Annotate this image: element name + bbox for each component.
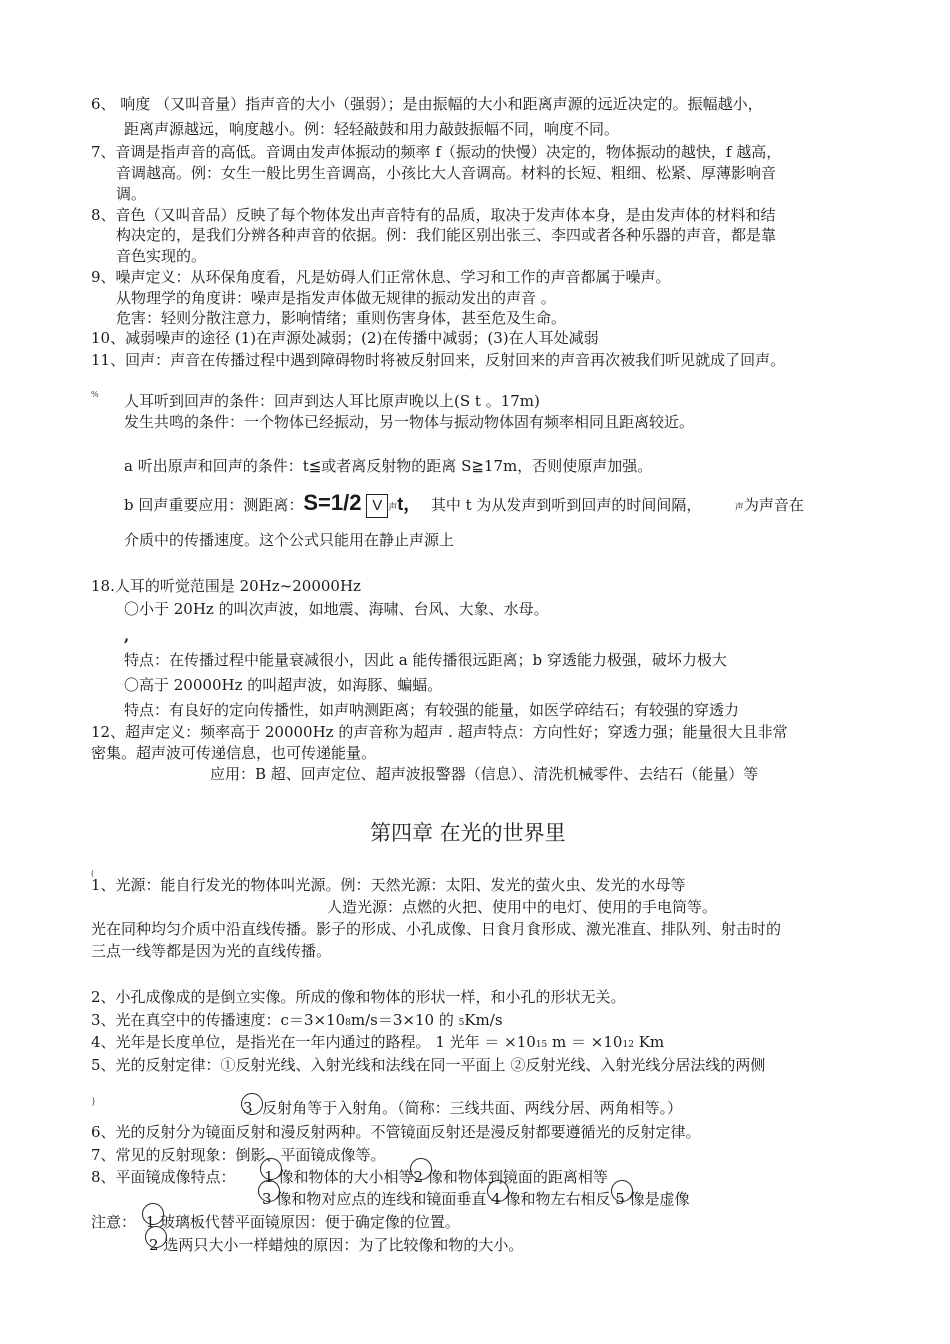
item-8-line-2: 构决定的，是我们分辨各种声音的依据。例：我们能区别出张三、李四或者各种乐器的声音，都是靠 (116, 226, 777, 244)
echo-b-rest: 其中 t 为从发声到听到回声的时间间隔， (430, 496, 702, 514)
circle-mark (258, 1180, 280, 1202)
item-7-line-1: 7、音调是指声音的高低。音调由发声体振动的频率 f（振动的快慢）决定的，物体振动的越快，f 越高， (91, 143, 782, 161)
formula-t: t， (397, 494, 422, 514)
infrasound-features: 特点：在传播过程中能量衰减很小，因此 a 能传播很远距离；b 穿透能力极强，破坏力极大 (124, 651, 727, 669)
infrasound-line: 〇小于 20Hz 的叫次声波，如地震、海啸、台风、大象、水母。 (124, 600, 549, 618)
exponent-12: 12 (622, 1040, 634, 1050)
note-line-2 (149, 1236, 523, 1254)
exponent-8: 8 (345, 1018, 351, 1028)
item-9-line-3: 危害：轻则分散注意力，影响情绪；重则伤害身体，甚至危及生命。 (116, 309, 567, 327)
item-8-line-3: 音色实现的。 (116, 247, 207, 265)
circled-number-4 (491, 1190, 501, 1208)
circle-mark (145, 1226, 167, 1248)
number-3: 3 (243, 1099, 253, 1117)
note-circled-2 (149, 1236, 159, 1254)
ultrasound-features: 特点：有良好的定向传播性，如声呐测距离；有较强的能量，如医学碎结石；有较强的穿透力 (124, 701, 740, 719)
light-1-line-2: 人造光源：点燃的火把、使用中的电灯、使用的手电筒等。 (327, 898, 718, 916)
light-4-end: Km (633, 1033, 665, 1051)
item-7-line-3: 调。 (116, 185, 147, 203)
item-9-line-1: 9、噪声定义：从环保角度看，凡是妨碍人们正常休息、学习和工作的声音都属于噪声。 (91, 268, 671, 286)
light-1-line-4: 三点一线等都是因为光的直线传播。 (91, 942, 332, 960)
stray-paren: ( (91, 869, 95, 878)
light-4-mid: m ＝ ×10 (547, 1033, 623, 1051)
stray-mark: % (91, 390, 99, 399)
light-3 (91, 1011, 503, 1032)
velocity-subscript-2: 声 (734, 503, 744, 513)
light-4-pre: 4、光年是长度单位，是指光在一年内通过的路程。 1 光年 ＝ ×10 (91, 1033, 536, 1051)
item-6-line-2: 距离声源越远，响度越小。例：轻轻敲鼓和用力敲鼓振幅不同，响度不同。 (124, 120, 620, 138)
mirror-feature-5: 像是虚像 (629, 1190, 690, 1208)
number-4: 4 (491, 1190, 501, 1208)
number-3: 3 (262, 1190, 272, 1208)
chapter-title: 第四章 在光的世界里 (370, 821, 566, 845)
light-8-line-2 (262, 1190, 690, 1208)
light-3-mid: m/s＝3×10 的 (350, 1011, 459, 1029)
stray-comma: , (124, 627, 130, 645)
mirror-feature-2: 像和物体到镜面的距离相等 (427, 1168, 608, 1186)
item-18: 18.人耳的听觉范围是 20Hz~20000Hz (91, 577, 361, 595)
circle-mark (142, 1203, 164, 1225)
item-8-line-1: 8、音色（又叫音品）反映了每个物体发出声音特有的品质，取决于发声体本身，是由发声体的材料和结 (91, 206, 776, 224)
item-6-line-1: 6、 响度 （又叫音量）指声音的大小（强弱）；是由振幅的大小和距离声源的远近决定的。振幅越小， (91, 95, 763, 113)
mirror-feature-1: 像和物体的大小相等 (278, 1168, 414, 1186)
distance-formula: S=1/2 (303, 490, 362, 515)
light-5-line-2 (243, 1099, 682, 1117)
exponent-5: 5 (458, 1018, 465, 1028)
light-5-reflection-angle: 反射角等于入射角。（简称：三线共面、两线分居、两角相等。） (262, 1099, 683, 1117)
circled-number-2 (414, 1168, 424, 1186)
ultrasound-line: 〇高于 20000Hz 的叫超声波，如海豚、蝙蝠。 (124, 676, 443, 694)
item-12-applications: 应用：B 超、回声定位、超声波报警器（信息）、清洗机械零件、去结石（能量）等 (210, 765, 759, 783)
light-1-line-1: 1、光源：能自行发光的物体叫光源。例：天然光源：太阳、发光的萤火虫、发光的水母等 (91, 876, 686, 894)
velocity-box: V (366, 494, 388, 518)
circled-number-5 (615, 1190, 625, 1208)
number-2: 2 (149, 1236, 159, 1254)
light-5: 5、光的反射定律：①反射光线、入射光线和法线在同一平面上 ②反射光线、入射光线分居法线的两侧 (91, 1056, 766, 1074)
circle-mark (241, 1093, 263, 1115)
note-prefix: 注意： (91, 1213, 137, 1231)
mirror-feature-3: 像和物对应点的连线和镜面垂直 (276, 1190, 487, 1208)
item-10: 10、减弱噪声的途径 (1)在声源处减弱；(2)在传播中减弱；(3)在人耳处减弱 (91, 329, 599, 347)
item-11: 11、回声：声音在传播过程中遇到障碍物时将被反射回来，反射回来的声音再次被我们听见就成了回声。 (91, 351, 786, 369)
echo-b-line (124, 488, 804, 523)
echo-condition: 人耳听到回声的条件：回声到达人耳比原声晚以上(S t 。17m) (124, 392, 540, 410)
echo-b-continued: 介质中的传播速度。这个公式只能用在静止声源上 (124, 531, 455, 549)
velocity-subscript: 声 (388, 503, 398, 513)
stray-brace: } (91, 1097, 97, 1106)
number-5: 5 (615, 1190, 625, 1208)
item-7-line-2: 音调越高。例：女生一般比男生音调高，小孩比大人音调高。材料的长短、粗细、松紧、厚薄影响音 (116, 164, 777, 182)
number-1: 1 (145, 1213, 156, 1231)
circled-number-3 (243, 1099, 253, 1117)
echo-b-end: 为声音在 (743, 496, 804, 514)
light-2: 2、小孔成像成的是倒立实像。所成的像和物体的形状一样，和小孔的形状无关。 (91, 988, 626, 1006)
light-3-end: Km/s (464, 1011, 503, 1029)
mirror-feature-4: 像和物左右相反 (505, 1190, 611, 1208)
resonance-condition: 发生共鸣的条件：一个物体已经振动，另一物体与振动物体固有频率相同且距离较近。 (124, 413, 695, 431)
echo-a-line: a 听出原声和回声的条件：t≦或者离反射物的距离 S≧17m，否则使原声加强。 (124, 457, 653, 475)
circle-mark (410, 1158, 432, 1180)
note-line-1 (91, 1213, 460, 1231)
note-1: 玻璃板代替平面镜原因：便于确定像的位置。 (159, 1213, 460, 1231)
echo-b-prefix: b 回声重要应用：测距离： (124, 496, 304, 514)
circle-mark (260, 1158, 282, 1180)
note-2: 选两只大小一样蜡烛的原因：为了比较像和物的大小。 (163, 1236, 524, 1254)
number-1: 1 (264, 1168, 274, 1186)
exponent-15: 15 (535, 1040, 548, 1050)
item-9-line-2: 从物理学的角度讲：噪声是指发声体做无规律的振动发出的声音 。 (116, 289, 556, 307)
light-3-pre: 3、光在真空中的传播速度：c＝3×10 (91, 1011, 346, 1029)
number-2: 2 (413, 1168, 424, 1186)
light-4 (91, 1033, 664, 1054)
light-7: 7、常见的反射现象：倒影、平面镜成像等。 (91, 1146, 386, 1164)
light-8-line-1 (91, 1168, 608, 1186)
light-6: 6、光的反射分为镜面反射和漫反射两种。不管镜面反射还是漫反射都要遵循光的反射定律。 (91, 1123, 701, 1141)
item-12-line-1: 12、超声定义：频率高于 20000Hz 的声音称为超声 . 超声特点：方向性好；穿透力强；能量很大且非常 (91, 723, 788, 741)
light-8-pre: 8、平面镜成像特点： (91, 1168, 236, 1186)
light-1-line-3: 光在同种均匀介质中沿直线传播。影子的形成、小孔成像、日食月食形成、激光准直、排队列、射击时的 (91, 920, 782, 938)
circled-number-3b (262, 1190, 272, 1208)
circle-mark (487, 1180, 509, 1202)
item-12-line-2: 密集。超声波可传递信息，也可传递能量。 (91, 744, 377, 762)
